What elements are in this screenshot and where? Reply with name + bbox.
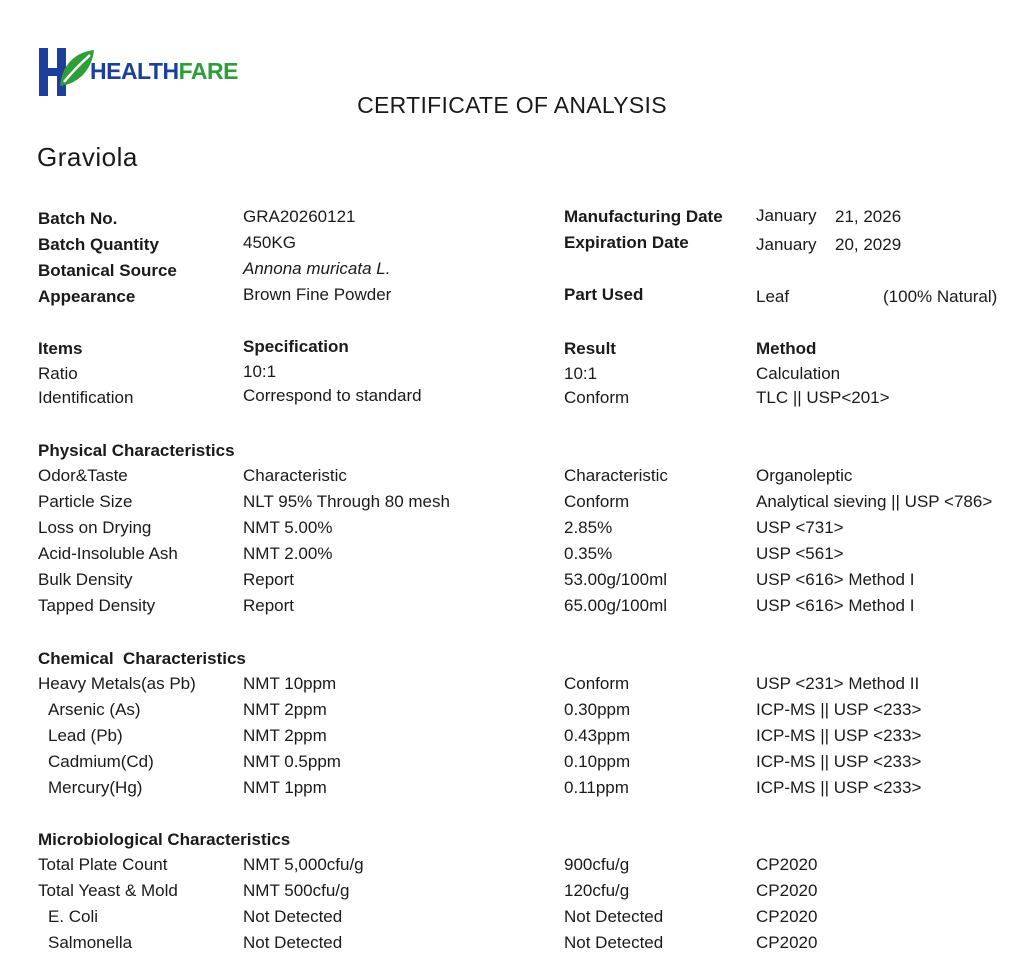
table-row-item: Arsenic (As) bbox=[48, 700, 141, 719]
table-row-result: 900cfu/g bbox=[564, 855, 630, 874]
table-row-method: USP <561> bbox=[756, 544, 844, 563]
table-row-item: Odor&Taste bbox=[38, 466, 128, 485]
header-result: Result bbox=[564, 339, 616, 358]
table-row-result: 2.85% bbox=[564, 518, 613, 537]
table-row-result: 65.00g/100ml bbox=[564, 596, 668, 615]
appearance-label: Appearance bbox=[38, 287, 136, 306]
table-row-item: Bulk Density bbox=[38, 570, 133, 589]
table-row-spec: Report bbox=[243, 596, 295, 615]
exp-date-month: January bbox=[756, 235, 817, 254]
table-row-result: 0.30ppm bbox=[564, 700, 631, 719]
table-row-spec: 10:1 bbox=[243, 362, 277, 381]
batch-no-label: Batch No. bbox=[38, 209, 118, 228]
table-row-item: Acid-Insoluble Ash bbox=[38, 544, 178, 563]
table-row-method: USP <616> Method I bbox=[756, 570, 915, 589]
table-row-spec: NMT 1ppm bbox=[243, 778, 327, 797]
document-title: CERTIFICATE OF ANALYSIS bbox=[357, 92, 667, 118]
table-row-result: 53.00g/100ml bbox=[564, 570, 668, 589]
batch-no-value: GRA20260121 bbox=[243, 207, 356, 226]
table-row-method: ICP-MS || USP <233> bbox=[756, 778, 922, 797]
table-row-spec: Correspond to standard bbox=[243, 386, 422, 405]
table-row-result: Conform bbox=[564, 492, 630, 511]
brand-name-health: HEALTH bbox=[90, 58, 179, 84]
table-row-method: USP <616> Method I bbox=[756, 596, 915, 615]
exp-date-day: 20, 2029 bbox=[835, 235, 902, 254]
table-row-item: Particle Size bbox=[38, 492, 133, 511]
table-row-spec: NMT 2ppm bbox=[243, 700, 327, 719]
table-row-result: 0.43ppm bbox=[564, 726, 631, 745]
table-row-item: Salmonella bbox=[48, 933, 133, 952]
table-row-result: Not Detected bbox=[564, 933, 664, 952]
table-row-item: Mercury(Hg) bbox=[48, 778, 143, 797]
table-row-method: Organoleptic bbox=[756, 466, 853, 485]
table-row-result: 10:1 bbox=[564, 364, 598, 383]
table-row-method: CP2020 bbox=[756, 907, 818, 926]
part-used-note: (100% Natural) bbox=[883, 287, 998, 306]
table-row-spec: Not Detected bbox=[243, 907, 343, 926]
table-row-result: Conform bbox=[564, 388, 630, 407]
table-row-result: Not Detected bbox=[564, 907, 664, 926]
part-used-value: Leaf bbox=[756, 287, 790, 306]
table-row-result: Conform bbox=[564, 674, 630, 693]
table-row-method: USP <231> Method II bbox=[756, 674, 920, 693]
table-row-spec: NMT 2ppm bbox=[243, 726, 327, 745]
table-row-item: Lead (Pb) bbox=[48, 726, 123, 745]
table-row-result: 120cfu/g bbox=[564, 881, 630, 900]
table-row-result: 0.11ppm bbox=[564, 778, 629, 797]
table-row-method: ICP-MS || USP <233> bbox=[756, 700, 922, 719]
batch-qty-label: Batch Quantity bbox=[38, 235, 159, 254]
table-row-spec: NMT 10ppm bbox=[243, 674, 337, 693]
table-row-method: CP2020 bbox=[756, 933, 818, 952]
table-row-spec: Characteristic bbox=[243, 466, 347, 485]
table-row-method: ICP-MS || USP <233> bbox=[756, 752, 922, 771]
appearance-value: Brown Fine Powder bbox=[243, 285, 392, 304]
table-row-spec: NMT 5,000cfu/g bbox=[243, 855, 364, 874]
section-title-chemical: Chemical Characteristics bbox=[38, 649, 246, 668]
table-row-item: Loss on Drying bbox=[38, 518, 152, 537]
table-row-item: Total Plate Count bbox=[38, 855, 168, 874]
table-row-method: ICP-MS || USP <233> bbox=[756, 726, 922, 745]
h-leaf-logo-icon bbox=[38, 46, 96, 98]
mfg-date-day: 21, 2026 bbox=[835, 207, 902, 226]
table-row-item: Ratio bbox=[38, 364, 78, 383]
table-row-method: CP2020 bbox=[756, 881, 818, 900]
table-row-spec: NMT 0.5ppm bbox=[243, 752, 341, 771]
table-row-method: USP <731> bbox=[756, 518, 844, 537]
table-row-method: Calculation bbox=[756, 364, 841, 383]
table-row-item: Heavy Metals(as Pb) bbox=[38, 674, 196, 693]
table-row-method: TLC || USP<201> bbox=[756, 388, 890, 407]
table-row-method: Analytical sieving || USP <786> bbox=[756, 492, 993, 511]
table-row-result: 0.10ppm bbox=[564, 752, 631, 771]
section-title-physical: Physical Characteristics bbox=[38, 441, 235, 460]
batch-qty-value: 450KG bbox=[243, 233, 296, 252]
table-row-spec: Report bbox=[243, 570, 295, 589]
table-row-spec: Not Detected bbox=[243, 933, 343, 952]
table-row-item: E. Coli bbox=[48, 907, 99, 926]
table-row-spec: NMT 500cfu/g bbox=[243, 881, 350, 900]
header-method: Method bbox=[756, 339, 817, 358]
brand-name bbox=[90, 58, 238, 85]
table-row-result: 0.35% bbox=[564, 544, 613, 563]
table-row-result: Characteristic bbox=[564, 466, 668, 485]
table-row-item: Identification bbox=[38, 388, 134, 407]
table-row-spec: NMT 2.00% bbox=[243, 544, 333, 563]
table-row-spec: NLT 95% Through 80 mesh bbox=[243, 492, 450, 511]
table-row-spec: NMT 5.00% bbox=[243, 518, 333, 537]
header-specification: Specification bbox=[243, 337, 349, 356]
product-name: Graviola bbox=[37, 142, 138, 172]
table-row-item: Tapped Density bbox=[38, 596, 156, 615]
botanical-label: Botanical Source bbox=[38, 261, 177, 280]
table-row-item: Total Yeast & Mold bbox=[38, 881, 178, 900]
table-row-method: CP2020 bbox=[756, 855, 818, 874]
header-items: Items bbox=[38, 339, 83, 358]
table-row-item: Cadmium(Cd) bbox=[48, 752, 154, 771]
mfg-date-label: Manufacturing Date bbox=[564, 207, 723, 226]
mfg-date-month: January bbox=[756, 206, 817, 225]
exp-date-label: Expiration Date bbox=[564, 233, 689, 252]
botanical-value: Annona muricata L. bbox=[243, 259, 391, 278]
brand-name-fare: FARE bbox=[178, 58, 238, 84]
part-used-label: Part Used bbox=[564, 285, 644, 304]
section-title-micro: Microbiological Characteristics bbox=[38, 830, 291, 849]
